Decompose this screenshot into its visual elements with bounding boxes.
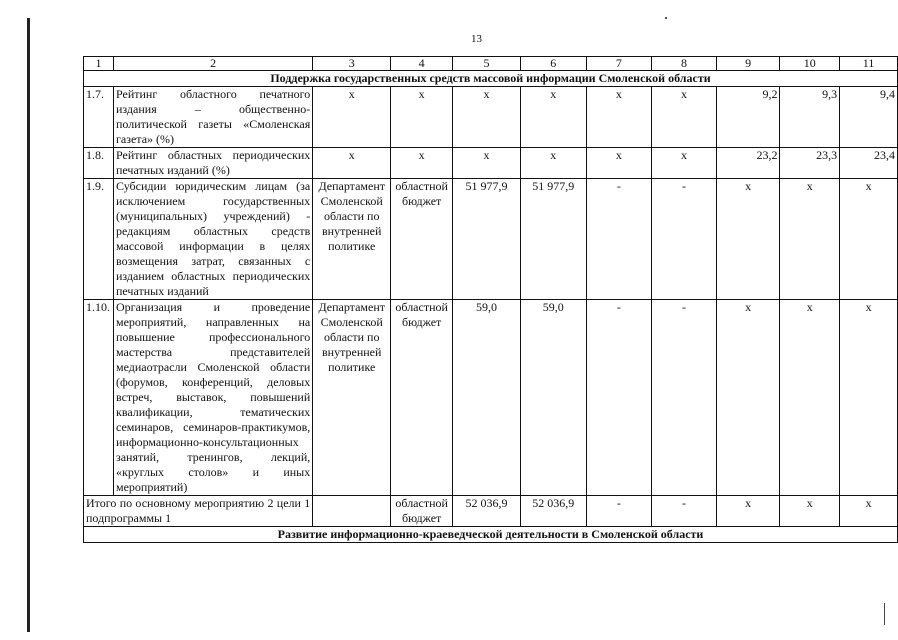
page-number: 13 (471, 33, 482, 45)
total-source: областной бюджет (391, 496, 453, 527)
row-name: Организация и проведение мероприятий, направленных на повышение профессионального мастерства представителей медиаотрасли Смоленской области (форумов, конференций, деловых встреч, выставок, повышений квалификации, тематических семинаров, семинаров-практикумов, информационно-консультационных занятий, тренингов, лекций, «круглых столов» и иных мероприятий) (113, 300, 312, 496)
row-cell: 9,4 (840, 87, 898, 148)
row-number: 1.8. (84, 148, 114, 179)
table-row (84, 179, 898, 300)
row-source: областной бюджет (391, 179, 453, 300)
total-cell: 52 036,9 (520, 496, 586, 527)
row-executor: Департамент Смоленской области по внутренней политике (313, 300, 391, 496)
section-row (84, 71, 898, 87)
row-cell: х (840, 179, 898, 300)
total-row (84, 496, 898, 527)
col-header: 8 (652, 57, 717, 71)
row-cell: 23,2 (716, 148, 780, 179)
row-cell: - (586, 179, 652, 300)
section-title: Поддержка государственных средств массовой информации Смоленской области (84, 71, 898, 87)
column-number-row (84, 57, 898, 71)
total-executor (313, 496, 391, 527)
row-cell: - (652, 179, 717, 300)
section-row (84, 527, 898, 543)
row-cell: 59,0 (520, 300, 586, 496)
row-cell: х (586, 87, 652, 148)
right-margin-mark (884, 603, 885, 625)
row-cell: - (652, 300, 717, 496)
row-number: 1.7. (84, 87, 114, 148)
row-cell: 23,4 (840, 148, 898, 179)
table-row (84, 87, 898, 148)
col-header: 6 (520, 57, 586, 71)
table-row (84, 300, 898, 496)
col-header: 7 (586, 57, 652, 71)
row-name: Рейтинг областных периодических печатных изданий (%) (113, 148, 312, 179)
row-cell: х (780, 179, 840, 300)
row-source: х (391, 87, 453, 148)
row-cell: х (453, 148, 521, 179)
row-cell: х (840, 300, 898, 496)
row-cell: х (780, 300, 840, 496)
row-cell: 51 977,9 (453, 179, 521, 300)
row-cell: х (586, 148, 652, 179)
row-number: 1.9. (84, 179, 114, 300)
col-header: 11 (840, 57, 898, 71)
row-cell: х (520, 87, 586, 148)
row-executor: х (313, 148, 391, 179)
row-cell: х (716, 179, 780, 300)
row-cell: х (652, 87, 717, 148)
total-cell: - (652, 496, 717, 527)
col-header: 2 (113, 57, 312, 71)
col-header: 5 (453, 57, 521, 71)
row-name: Субсидии юридическим лицам (за исключением государственных (муниципальных) учреждений) - редакциям областных средств массовой информации в целях возмещения затрат, связанных с изданием областных периодических печатных изданий (113, 179, 312, 300)
col-header: 4 (391, 57, 453, 71)
row-cell: х (453, 87, 521, 148)
col-header: 1 (84, 57, 114, 71)
row-name: Рейтинг областного печатного издания – общественно-политической газеты «Смоленская газета» (%) (113, 87, 312, 148)
total-label: Итого по основному мероприятию 2 цели 1 подпрограммы 1 (84, 496, 313, 527)
row-cell: 51 977,9 (520, 179, 586, 300)
total-cell: х (716, 496, 780, 527)
program-table (83, 56, 898, 543)
row-source: областной бюджет (391, 300, 453, 496)
scan-dot (665, 17, 667, 19)
table-row (84, 148, 898, 179)
section-title: Развитие информационно-краеведческой деятельности в Смоленской области (84, 527, 898, 543)
total-cell: - (586, 496, 652, 527)
col-header: 3 (313, 57, 391, 71)
row-source: х (391, 148, 453, 179)
row-cell: - (586, 300, 652, 496)
row-executor: Департамент Смоленской области по внутренней политике (313, 179, 391, 300)
total-cell: 52 036,9 (453, 496, 521, 527)
row-cell: х (652, 148, 717, 179)
row-number: 1.10. (84, 300, 114, 496)
col-header: 9 (716, 57, 780, 71)
row-cell: х (520, 148, 586, 179)
total-cell: х (840, 496, 898, 527)
left-margin-bar (27, 18, 30, 632)
row-cell: х (716, 300, 780, 496)
total-cell: х (780, 496, 840, 527)
row-cell: 9,2 (716, 87, 780, 148)
row-cell: 9,3 (780, 87, 840, 148)
row-cell: 59,0 (453, 300, 521, 496)
row-executor: х (313, 87, 391, 148)
row-cell: 23,3 (780, 148, 840, 179)
col-header: 10 (780, 57, 840, 71)
